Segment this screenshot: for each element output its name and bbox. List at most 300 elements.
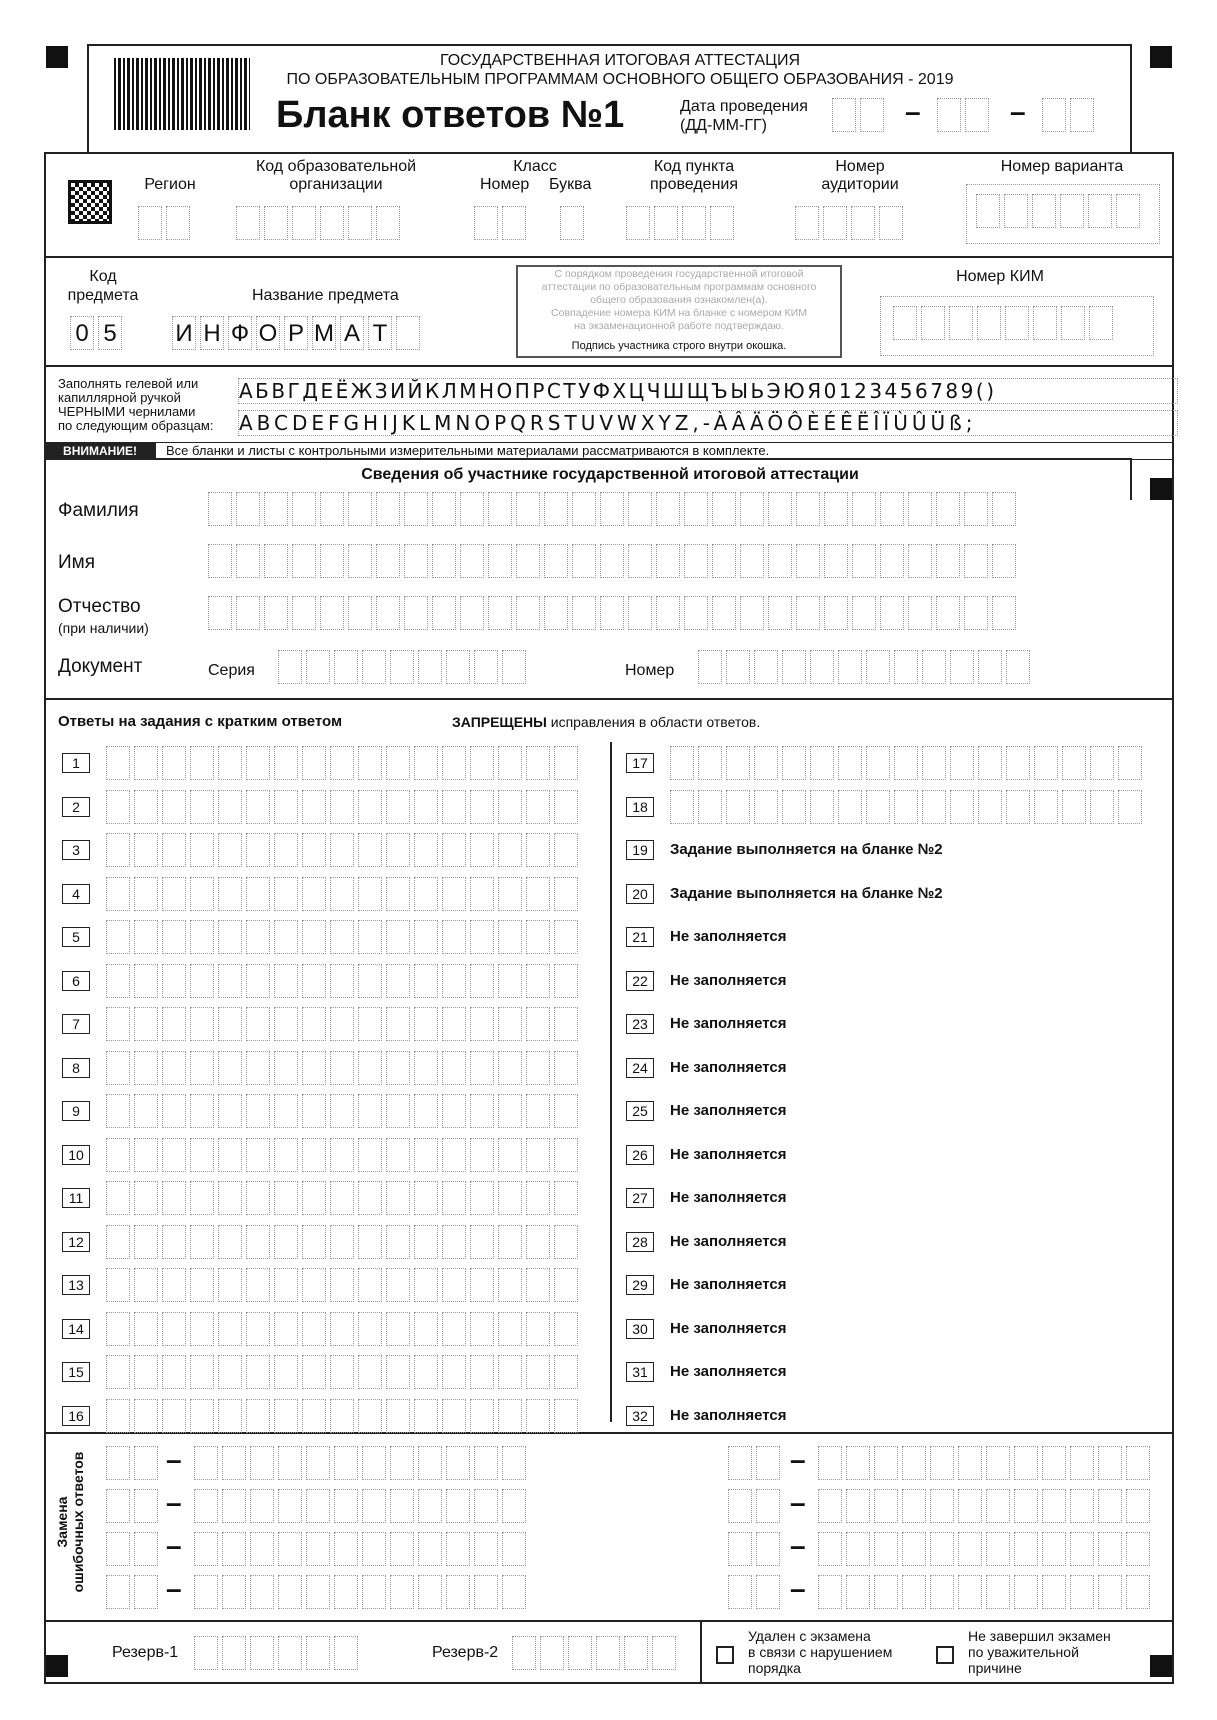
- input-cell[interactable]: [442, 964, 466, 998]
- replacement-task-number[interactable]: [728, 1489, 784, 1523]
- input-cell[interactable]: [964, 492, 988, 526]
- input-cell[interactable]: [488, 492, 512, 526]
- input-cell[interactable]: [442, 877, 466, 911]
- input-cell[interactable]: [470, 746, 494, 780]
- input-cell[interactable]: [414, 964, 438, 998]
- input-cell[interactable]: [390, 1532, 414, 1566]
- input-cell[interactable]: [498, 1312, 522, 1346]
- input-cell[interactable]: [446, 1446, 470, 1480]
- input-cell[interactable]: [414, 1007, 438, 1041]
- class-letter-field[interactable]: [560, 206, 588, 240]
- input-cell[interactable]: [488, 596, 512, 630]
- input-cell[interactable]: [958, 1489, 982, 1523]
- input-cell[interactable]: [162, 1094, 186, 1128]
- input-cell[interactable]: [390, 1575, 414, 1609]
- input-cell[interactable]: [358, 1051, 382, 1085]
- input-cell[interactable]: [358, 1138, 382, 1172]
- input-cell[interactable]: [274, 1051, 298, 1085]
- class-number-field[interactable]: [474, 206, 530, 240]
- input-cell[interactable]: [236, 492, 260, 526]
- input-cell[interactable]: [498, 920, 522, 954]
- input-cell[interactable]: [246, 1181, 270, 1215]
- input-cell[interactable]: [162, 833, 186, 867]
- input-cell[interactable]: [302, 1007, 326, 1041]
- input-cell[interactable]: [544, 544, 568, 578]
- input-cell[interactable]: [134, 964, 158, 998]
- input-cell[interactable]: [1034, 746, 1058, 780]
- input-cell[interactable]: [162, 1312, 186, 1346]
- date-dd[interactable]: [832, 98, 888, 132]
- input-cell[interactable]: [362, 1575, 386, 1609]
- input-cell[interactable]: [498, 1094, 522, 1128]
- input-cell[interactable]: [218, 1181, 242, 1215]
- input-cell[interactable]: [274, 1007, 298, 1041]
- input-cell[interactable]: [190, 964, 214, 998]
- input-cell[interactable]: [810, 790, 834, 824]
- input-cell[interactable]: [414, 1094, 438, 1128]
- input-cell[interactable]: [698, 650, 722, 684]
- input-cell[interactable]: [470, 790, 494, 824]
- input-cell[interactable]: [554, 877, 578, 911]
- input-cell[interactable]: [1070, 1446, 1094, 1480]
- input-cell[interactable]: [656, 596, 680, 630]
- input-cell[interactable]: [554, 1007, 578, 1041]
- input-cell[interactable]: [446, 1575, 470, 1609]
- input-cell[interactable]: [134, 1225, 158, 1259]
- input-cell[interactable]: [306, 1489, 330, 1523]
- input-cell[interactable]: [446, 1532, 470, 1566]
- input-cell[interactable]: [106, 746, 130, 780]
- replacement-answer[interactable]: [194, 1532, 530, 1566]
- input-cell[interactable]: [414, 1181, 438, 1215]
- input-cell[interactable]: [470, 1268, 494, 1302]
- input-cell[interactable]: [278, 1636, 302, 1670]
- input-cell[interactable]: [554, 790, 578, 824]
- input-cell[interactable]: [922, 746, 946, 780]
- input-cell[interactable]: [302, 790, 326, 824]
- input-cell[interactable]: [414, 1051, 438, 1085]
- replacement-task-number[interactable]: [106, 1575, 162, 1609]
- input-cell[interactable]: [442, 746, 466, 780]
- input-cell[interactable]: [818, 1446, 842, 1480]
- input-cell[interactable]: [698, 746, 722, 780]
- input-cell[interactable]: [330, 1007, 354, 1041]
- input-cell[interactable]: [544, 596, 568, 630]
- input-cell[interactable]: [330, 1094, 354, 1128]
- input-cell[interactable]: [190, 1094, 214, 1128]
- input-cell[interactable]: [866, 746, 890, 780]
- removed-checkbox[interactable]: [716, 1646, 734, 1664]
- input-cell[interactable]: [526, 1312, 550, 1346]
- input-cell[interactable]: [950, 650, 974, 684]
- input-cell[interactable]: [624, 1636, 648, 1670]
- input-cell[interactable]: [190, 1355, 214, 1389]
- input-cell[interactable]: [302, 1094, 326, 1128]
- input-cell[interactable]: [106, 1268, 130, 1302]
- input-cell[interactable]: [246, 964, 270, 998]
- input-cell[interactable]: [526, 1225, 550, 1259]
- input-cell[interactable]: [1118, 790, 1142, 824]
- input-cell[interactable]: [902, 1446, 926, 1480]
- input-cell[interactable]: [442, 1355, 466, 1389]
- answer-field[interactable]: [106, 790, 582, 824]
- input-cell[interactable]: [246, 1399, 270, 1433]
- input-cell[interactable]: [162, 1225, 186, 1259]
- input-cell[interactable]: [386, 877, 410, 911]
- input-cell[interactable]: [134, 1532, 158, 1566]
- input-cell[interactable]: [554, 1094, 578, 1128]
- input-cell[interactable]: [414, 1312, 438, 1346]
- input-cell[interactable]: [246, 1268, 270, 1302]
- input-cell[interactable]: [670, 746, 694, 780]
- input-cell[interactable]: [874, 1489, 898, 1523]
- input-cell[interactable]: [190, 1312, 214, 1346]
- input-cell[interactable]: [852, 544, 876, 578]
- input-cell[interactable]: [292, 492, 316, 526]
- input-cell[interactable]: [386, 1355, 410, 1389]
- input-cell[interactable]: [1014, 1489, 1038, 1523]
- input-cell[interactable]: [134, 1355, 158, 1389]
- input-cell[interactable]: [526, 1051, 550, 1085]
- input-cell[interactable]: [250, 1532, 274, 1566]
- input-cell[interactable]: [756, 1575, 780, 1609]
- date-mm[interactable]: [937, 98, 993, 132]
- input-cell[interactable]: [330, 1399, 354, 1433]
- input-cell[interactable]: [726, 790, 750, 824]
- input-cell[interactable]: [358, 1399, 382, 1433]
- input-cell[interactable]: [414, 1225, 438, 1259]
- input-cell[interactable]: [134, 1138, 158, 1172]
- input-cell[interactable]: [712, 544, 736, 578]
- input-cell[interactable]: [386, 1181, 410, 1215]
- input-cell[interactable]: [302, 1312, 326, 1346]
- input-cell[interactable]: [358, 746, 382, 780]
- input-cell[interactable]: [306, 650, 330, 684]
- input-cell[interactable]: [330, 1355, 354, 1389]
- input-cell[interactable]: [302, 746, 326, 780]
- input-cell[interactable]: [106, 1225, 130, 1259]
- input-cell[interactable]: [358, 1007, 382, 1041]
- input-cell[interactable]: [498, 1138, 522, 1172]
- input-cell[interactable]: [554, 1181, 578, 1215]
- input-cell[interactable]: [278, 1489, 302, 1523]
- input-cell[interactable]: [838, 650, 862, 684]
- input-cell[interactable]: [134, 1051, 158, 1085]
- input-cell[interactable]: [162, 1399, 186, 1433]
- input-cell[interactable]: [768, 544, 792, 578]
- input-cell[interactable]: [684, 596, 708, 630]
- input-cell[interactable]: [930, 1446, 954, 1480]
- input-cell[interactable]: [1014, 1532, 1038, 1566]
- answer-field[interactable]: [670, 746, 1146, 780]
- input-cell[interactable]: [554, 1312, 578, 1346]
- input-cell[interactable]: [218, 877, 242, 911]
- replacement-task-number[interactable]: [106, 1532, 162, 1566]
- input-cell[interactable]: [498, 1051, 522, 1085]
- input-cell[interactable]: [846, 1446, 870, 1480]
- input-cell[interactable]: [568, 1636, 592, 1670]
- input-cell[interactable]: [246, 746, 270, 780]
- input-cell[interactable]: [278, 1532, 302, 1566]
- input-cell[interactable]: [498, 1355, 522, 1389]
- input-cell[interactable]: [362, 1446, 386, 1480]
- input-cell[interactable]: [474, 1446, 498, 1480]
- input-cell[interactable]: [698, 790, 722, 824]
- answer-field[interactable]: [106, 833, 582, 867]
- input-cell[interactable]: [964, 596, 988, 630]
- input-cell[interactable]: [442, 833, 466, 867]
- input-cell[interactable]: [656, 492, 680, 526]
- input-cell[interactable]: [358, 1268, 382, 1302]
- input-cell[interactable]: [250, 1489, 274, 1523]
- patronymic-field[interactable]: [208, 596, 1020, 630]
- input-cell[interactable]: [274, 877, 298, 911]
- input-cell[interactable]: [334, 650, 358, 684]
- answer-field[interactable]: [106, 877, 582, 911]
- input-cell[interactable]: [264, 596, 288, 630]
- input-cell[interactable]: [470, 1312, 494, 1346]
- input-cell[interactable]: [334, 1532, 358, 1566]
- input-cell[interactable]: [526, 1007, 550, 1041]
- input-cell[interactable]: [162, 746, 186, 780]
- input-cell[interactable]: [936, 596, 960, 630]
- input-cell[interactable]: [1098, 1532, 1122, 1566]
- input-cell[interactable]: [474, 650, 498, 684]
- input-cell[interactable]: [246, 1007, 270, 1041]
- input-cell[interactable]: [756, 1489, 780, 1523]
- input-cell[interactable]: [106, 1312, 130, 1346]
- input-cell[interactable]: [246, 1138, 270, 1172]
- input-cell[interactable]: [218, 1051, 242, 1085]
- input-cell[interactable]: [502, 1575, 526, 1609]
- input-cell[interactable]: [978, 790, 1002, 824]
- input-cell[interactable]: [526, 1355, 550, 1389]
- input-cell[interactable]: [302, 1225, 326, 1259]
- input-cell[interactable]: [106, 1575, 130, 1609]
- input-cell[interactable]: [386, 1268, 410, 1302]
- input-cell[interactable]: [572, 492, 596, 526]
- input-cell[interactable]: [208, 596, 232, 630]
- input-cell[interactable]: [846, 1532, 870, 1566]
- subject-name-field[interactable]: И Н Ф О Р М А Т: [172, 316, 424, 350]
- input-cell[interactable]: [992, 544, 1016, 578]
- input-cell[interactable]: [936, 544, 960, 578]
- replacement-task-number[interactable]: [106, 1446, 162, 1480]
- input-cell[interactable]: [246, 1225, 270, 1259]
- input-cell[interactable]: [194, 1489, 218, 1523]
- input-cell[interactable]: [740, 492, 764, 526]
- input-cell[interactable]: [908, 596, 932, 630]
- input-cell[interactable]: [274, 1312, 298, 1346]
- input-cell[interactable]: [526, 1399, 550, 1433]
- input-cell[interactable]: [958, 1532, 982, 1566]
- input-cell[interactable]: [728, 1446, 752, 1480]
- answer-field[interactable]: [106, 1094, 582, 1128]
- reserve-2-field[interactable]: [512, 1636, 680, 1670]
- input-cell[interactable]: [246, 833, 270, 867]
- input-cell[interactable]: [526, 790, 550, 824]
- input-cell[interactable]: [652, 1636, 676, 1670]
- input-cell[interactable]: [278, 1575, 302, 1609]
- input-cell[interactable]: [106, 1355, 130, 1389]
- input-cell[interactable]: [526, 1138, 550, 1172]
- input-cell[interactable]: [554, 920, 578, 954]
- input-cell[interactable]: [320, 492, 344, 526]
- input-cell[interactable]: [754, 790, 778, 824]
- input-cell[interactable]: [162, 790, 186, 824]
- input-cell[interactable]: [866, 790, 890, 824]
- input-cell[interactable]: [134, 1312, 158, 1346]
- input-cell[interactable]: [386, 833, 410, 867]
- input-cell[interactable]: [572, 596, 596, 630]
- input-cell[interactable]: [600, 492, 624, 526]
- surname-field[interactable]: [208, 492, 1020, 526]
- input-cell[interactable]: [134, 1007, 158, 1041]
- input-cell[interactable]: [194, 1446, 218, 1480]
- input-cell[interactable]: [386, 1007, 410, 1041]
- input-cell[interactable]: [432, 596, 456, 630]
- input-cell[interactable]: [1126, 1532, 1150, 1566]
- input-cell[interactable]: [106, 1532, 130, 1566]
- input-cell[interactable]: [218, 746, 242, 780]
- input-cell[interactable]: [386, 790, 410, 824]
- input-cell[interactable]: [302, 1138, 326, 1172]
- input-cell[interactable]: [908, 544, 932, 578]
- input-cell[interactable]: [516, 544, 540, 578]
- input-cell[interactable]: [414, 1399, 438, 1433]
- input-cell[interactable]: [194, 1532, 218, 1566]
- input-cell[interactable]: [460, 596, 484, 630]
- reserve-1-field[interactable]: [194, 1636, 362, 1670]
- input-cell[interactable]: [442, 1399, 466, 1433]
- replacement-answer[interactable]: [818, 1446, 1154, 1480]
- input-cell[interactable]: [194, 1636, 218, 1670]
- input-cell[interactable]: [334, 1446, 358, 1480]
- input-cell[interactable]: [376, 596, 400, 630]
- input-cell[interactable]: [498, 790, 522, 824]
- input-cell[interactable]: [908, 492, 932, 526]
- input-cell[interactable]: [754, 650, 778, 684]
- input-cell[interactable]: [470, 877, 494, 911]
- input-cell[interactable]: [526, 877, 550, 911]
- input-cell[interactable]: [386, 964, 410, 998]
- input-cell[interactable]: [404, 596, 428, 630]
- input-cell[interactable]: [208, 544, 232, 578]
- input-cell[interactable]: [418, 1446, 442, 1480]
- input-cell[interactable]: [470, 1138, 494, 1172]
- replacement-task-number[interactable]: [106, 1489, 162, 1523]
- input-cell[interactable]: [414, 1355, 438, 1389]
- input-cell[interactable]: [1014, 1575, 1038, 1609]
- input-cell[interactable]: [358, 1312, 382, 1346]
- input-cell[interactable]: [302, 833, 326, 867]
- input-cell[interactable]: [390, 1446, 414, 1480]
- input-cell[interactable]: [1126, 1575, 1150, 1609]
- answer-field[interactable]: [106, 1312, 582, 1346]
- input-cell[interactable]: [474, 1489, 498, 1523]
- input-cell[interactable]: [684, 492, 708, 526]
- input-cell[interactable]: [246, 877, 270, 911]
- input-cell[interactable]: [330, 746, 354, 780]
- input-cell[interactable]: [134, 833, 158, 867]
- input-cell[interactable]: [554, 833, 578, 867]
- input-cell[interactable]: [246, 790, 270, 824]
- input-cell[interactable]: [756, 1446, 780, 1480]
- input-cell[interactable]: [442, 790, 466, 824]
- input-cell[interactable]: [218, 1312, 242, 1346]
- input-cell[interactable]: [106, 920, 130, 954]
- input-cell[interactable]: [498, 1399, 522, 1433]
- input-cell[interactable]: [302, 1355, 326, 1389]
- input-cell[interactable]: [414, 920, 438, 954]
- input-cell[interactable]: [498, 1007, 522, 1041]
- input-cell[interactable]: [1098, 1575, 1122, 1609]
- input-cell[interactable]: [302, 877, 326, 911]
- input-cell[interactable]: [134, 1575, 158, 1609]
- date-yy[interactable]: [1042, 98, 1098, 132]
- input-cell[interactable]: [334, 1575, 358, 1609]
- input-cell[interactable]: [930, 1575, 954, 1609]
- input-cell[interactable]: [470, 1181, 494, 1215]
- input-cell[interactable]: [512, 1636, 536, 1670]
- input-cell[interactable]: [190, 1181, 214, 1215]
- input-cell[interactable]: [442, 1007, 466, 1041]
- input-cell[interactable]: [1098, 1446, 1122, 1480]
- input-cell[interactable]: [404, 544, 428, 578]
- input-cell[interactable]: [190, 877, 214, 911]
- input-cell[interactable]: [218, 790, 242, 824]
- input-cell[interactable]: [358, 833, 382, 867]
- input-cell[interactable]: [218, 1268, 242, 1302]
- input-cell[interactable]: [670, 790, 694, 824]
- input-cell[interactable]: [330, 790, 354, 824]
- input-cell[interactable]: [190, 746, 214, 780]
- replacement-answer[interactable]: [818, 1532, 1154, 1566]
- input-cell[interactable]: [442, 1094, 466, 1128]
- answer-field[interactable]: [670, 790, 1146, 824]
- answer-field[interactable]: [106, 1051, 582, 1085]
- input-cell[interactable]: [134, 1268, 158, 1302]
- input-cell[interactable]: [106, 1007, 130, 1041]
- answer-field[interactable]: [106, 1268, 582, 1302]
- input-cell[interactable]: [728, 1532, 752, 1566]
- input-cell[interactable]: [246, 1051, 270, 1085]
- input-cell[interactable]: [554, 1399, 578, 1433]
- input-cell[interactable]: [442, 1225, 466, 1259]
- input-cell[interactable]: [880, 596, 904, 630]
- input-cell[interactable]: [134, 920, 158, 954]
- input-cell[interactable]: [986, 1532, 1010, 1566]
- input-cell[interactable]: [978, 746, 1002, 780]
- answer-field[interactable]: [106, 1138, 582, 1172]
- answer-field[interactable]: [106, 1355, 582, 1389]
- input-cell[interactable]: [358, 790, 382, 824]
- input-cell[interactable]: [992, 596, 1016, 630]
- input-cell[interactable]: [162, 1138, 186, 1172]
- input-cell[interactable]: [190, 790, 214, 824]
- replacement-task-number[interactable]: [728, 1532, 784, 1566]
- input-cell[interactable]: [348, 492, 372, 526]
- input-cell[interactable]: [246, 1312, 270, 1346]
- input-cell[interactable]: [726, 650, 750, 684]
- input-cell[interactable]: [218, 1225, 242, 1259]
- input-cell[interactable]: [498, 877, 522, 911]
- input-cell[interactable]: [236, 596, 260, 630]
- input-cell[interactable]: [274, 920, 298, 954]
- input-cell[interactable]: [824, 544, 848, 578]
- input-cell[interactable]: [306, 1575, 330, 1609]
- variant-field[interactable]: [976, 194, 1144, 228]
